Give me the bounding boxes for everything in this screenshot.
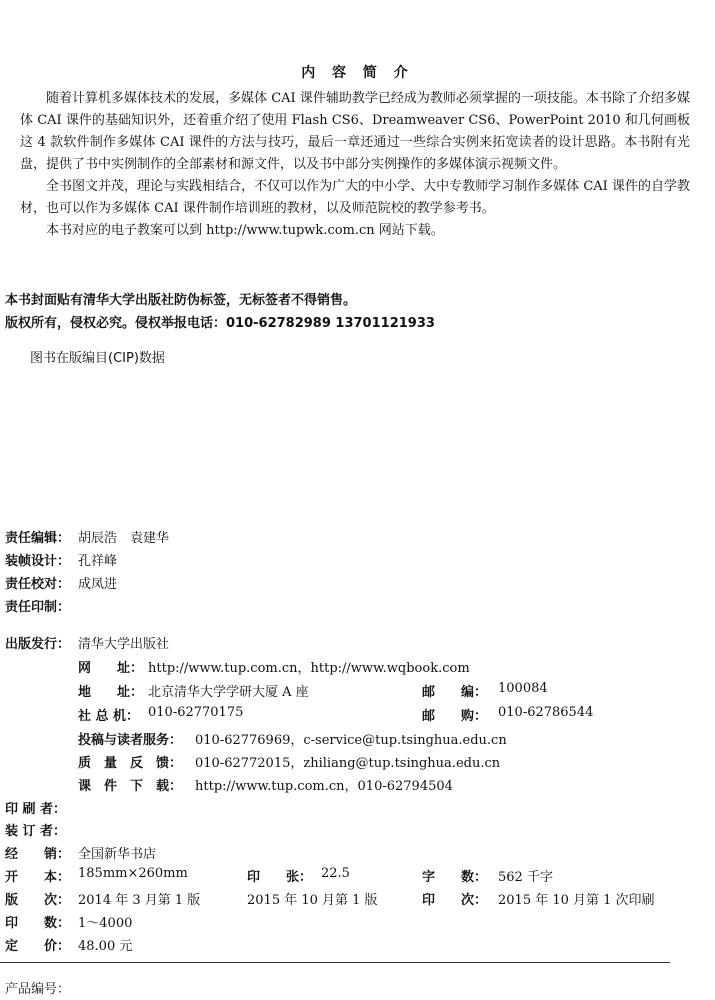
quality-feedback-label: 质 量 反 馈： — [78, 756, 183, 771]
zipcode-label: 邮 编： — [422, 685, 488, 700]
divider — [0, 962, 670, 963]
format-value: 185mm×260mm — [78, 866, 188, 881]
print-run-label: 印 数： — [5, 916, 71, 931]
word-count-value: 562 千字 — [498, 870, 553, 885]
copyright-notice: 版权所有，侵权必究。侵权举报电话：010-62782989 13701121933 — [5, 316, 435, 331]
staff-value: 成凤进 — [78, 577, 118, 592]
print-run-value: 1～4000 — [78, 916, 133, 931]
address-value: 北京清华大学学研大厦 A 座 — [148, 685, 309, 700]
courseware-download-value: http://www.tup.com.cn，010-62794504 — [195, 779, 453, 794]
edition-current-value: 2015 年 10 月第 1 版 — [247, 893, 378, 908]
product-number-label: 产品编号： — [5, 982, 71, 997]
sheets-value: 22.5 — [321, 866, 350, 881]
publisher-value: 清华大学出版社 — [78, 637, 170, 652]
staff-value: 孔祥峰 — [78, 554, 118, 569]
staff-label: 责任校对： — [5, 577, 71, 592]
intro-paragraph: 随着计算机多媒体技术的发展，多媒体 CAI 课件辅助教学已经成为教师必须掌握的一项技能。本书除了介绍多媒体 CAI 课件的基础知识外，还着重介绍了使用 Flash CS6、Dreamweaver CS6、PowerPoint 2010 和几何画板这 4 款软件制作多媒体 CAI 课件的方法与技巧，最后一章还通过一些综合实例来拓宽读者的设计思路。本书附有光盘，提供了书中实例制作的全部素材和源文件，以及书中部分实例操作的多媒体演示视频文件。 — [20, 91, 690, 172]
quality-feedback-value: 010-62772015，zhiliang@tup.tsinghua.edu.cn — [195, 756, 501, 771]
switchboard-label: 社 总 机： — [78, 709, 140, 724]
distributor-value: 全国新华书店 — [78, 847, 157, 862]
price-label: 定 价： — [5, 939, 71, 954]
staff-value: 胡辰浩 袁建华 — [78, 531, 170, 546]
reader-service-value: 010-62776969，c-service@tup.tsinghua.edu.cn — [195, 733, 507, 748]
zipcode-value: 100084 — [498, 681, 548, 696]
website-label: 网 址： — [78, 661, 144, 676]
staff-label: 装帧设计： — [5, 554, 71, 569]
impression-label: 印 次： — [422, 893, 488, 908]
staff-label: 责任印制： — [5, 600, 71, 615]
edition-value: 2014 年 3 月第 1 版 — [78, 893, 201, 908]
anti-counterfeit-notice: 本书封面贴有清华大学出版社防伪标签，无标签者不得销售。 — [5, 293, 357, 308]
mail-order-label: 邮 购： — [422, 709, 488, 724]
sheets-label: 印 张： — [247, 870, 313, 885]
edition-label: 版 次： — [5, 893, 71, 908]
printer-label: 印 刷 者： — [5, 802, 67, 817]
mail-order-value: 010-62786544 — [498, 705, 594, 720]
cip-heading: 图书在版编目(CIP)数据 — [30, 351, 165, 366]
price-value: 48.00 元 — [78, 939, 133, 954]
publisher-label: 出版发行： — [5, 637, 71, 652]
address-label: 地 址： — [78, 685, 144, 700]
format-label: 开 本： — [5, 870, 71, 885]
staff-label: 责任编辑： — [5, 531, 71, 546]
word-count-label: 字 数： — [422, 870, 488, 885]
intro-paragraph: 全书图文并茂，理论与实践相结合，不仅可以作为广大的中小学、大中专教师学习制作多媒体 CAI 课件的自学教材，也可以作为多媒体 CAI 课件制作培训班的教材，以及师范院校的教学参考书。 — [20, 179, 690, 216]
intro-paragraph: 本书对应的电子教案可以到 http://www.tupwk.com.cn 网站下载。 — [46, 223, 444, 238]
binder-label: 装 订 者： — [5, 824, 67, 839]
website-value: http://www.tup.com.cn，http://www.wqbook.com — [148, 661, 470, 676]
page-title: 内 容 简 介 — [301, 65, 414, 81]
switchboard-value: 010-62770175 — [148, 705, 244, 720]
impression-value: 2015 年 10 月第 1 次印刷 — [498, 893, 655, 908]
intro-section — [20, 88, 690, 242]
distributor-label: 经 销： — [5, 847, 71, 862]
courseware-download-label: 课 件 下 载： — [78, 779, 183, 794]
reader-service-label: 投稿与读者服务： — [78, 733, 183, 748]
